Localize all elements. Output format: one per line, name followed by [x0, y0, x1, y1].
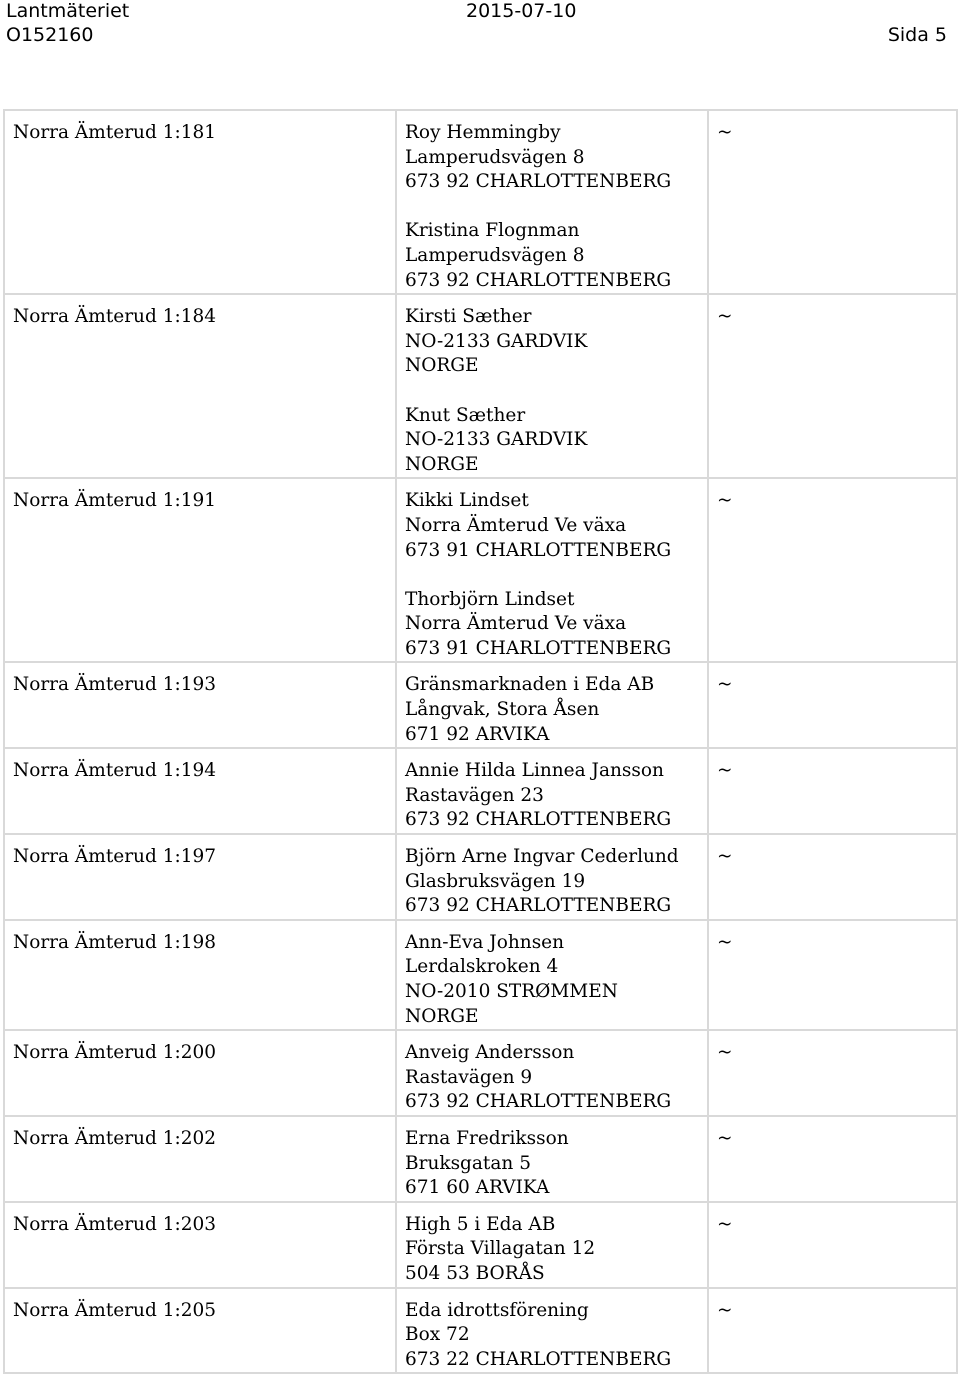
property-designation: Norra Ämterud 1:194: [4, 748, 396, 834]
table-row: [4, 294, 957, 478]
owner-address-line: 671 60 ARVIKA: [405, 1177, 550, 1199]
owner-address-line: Långvak, Stora Åsen: [405, 699, 600, 721]
table-row: [4, 834, 957, 920]
organization-name: Lantmäteriet: [6, 0, 130, 22]
owner-address-line: Rastavägen 9: [405, 1066, 533, 1088]
property-designation: Norra Ämterud 1:184: [4, 294, 396, 478]
owner-address-line: Glasbruksvägen 19: [405, 870, 586, 892]
document-id: O152160: [6, 24, 94, 46]
table-row: [4, 1202, 957, 1288]
owner-cell: [396, 748, 708, 834]
share-mark: ~: [708, 748, 957, 834]
owner-cell: [396, 1202, 708, 1288]
owner-address-block: [405, 305, 707, 379]
owner-address-line: 673 91 CHARLOTTENBERG: [405, 539, 672, 561]
owner-address-line: NO-2133 GARDVIK: [405, 330, 588, 352]
owner-address-line: Norra Ämterud Ve växa: [405, 613, 627, 635]
property-designation: Norra Ämterud 1:197: [4, 834, 396, 920]
owner-cell: [396, 920, 708, 1030]
owner-address-line: 673 92 CHARLOTTENBERG: [405, 809, 672, 831]
owner-address-line: Första Villagatan 12: [405, 1238, 596, 1260]
owner-address-block: [405, 588, 707, 662]
owner-name: Kikki Lindset: [405, 490, 529, 512]
owner-address-line: Norra Ämterud Ve växa: [405, 514, 627, 536]
table-row: [4, 110, 957, 294]
owner-address-line: 504 53 BORÅS: [405, 1262, 545, 1284]
owner-address-block: [405, 489, 707, 563]
owner-name: Thorbjörn Lindset: [405, 588, 575, 610]
share-mark: ~: [708, 1202, 957, 1288]
owner-name: Kristina Flognman: [405, 220, 580, 242]
share-mark: ~: [708, 1030, 957, 1116]
owner-address-block: [405, 845, 707, 919]
owner-address-block: [405, 1127, 707, 1201]
owner-cell: [396, 294, 708, 478]
owner-address-line: 673 92 CHARLOTTENBERG: [405, 1091, 672, 1113]
owner-name: Annie Hilda Linnea Jansson: [405, 760, 664, 782]
document-date: 2015-07-10: [466, 0, 577, 22]
owner-cell: [396, 1116, 708, 1202]
owner-name: Ann-Eva Johnsen: [405, 931, 565, 953]
owner-address-block: [405, 673, 707, 747]
owner-address-line: 673 91 CHARLOTTENBERG: [405, 637, 672, 659]
page-number: Sida 5: [887, 24, 947, 46]
property-designation: Norra Ämterud 1:203: [4, 1202, 396, 1288]
owner-address-line: 673 92 CHARLOTTENBERG: [405, 171, 672, 193]
property-designation: Norra Ämterud 1:193: [4, 662, 396, 748]
owner-name: Kirsti Sæther: [405, 306, 532, 328]
owner-cell: [396, 1030, 708, 1116]
owner-address-line: Rastavägen 23: [405, 784, 544, 806]
owner-cell: [396, 110, 708, 294]
property-designation: Norra Ämterud 1:198: [4, 920, 396, 1030]
owner-name: Björn Arne Ingvar Cederlund: [405, 846, 679, 868]
owner-name: Erna Fredriksson: [405, 1127, 569, 1149]
share-mark: ~: [708, 110, 957, 294]
table-row: [4, 1288, 957, 1374]
owner-address-block: [405, 931, 707, 1029]
property-designation: Norra Ämterud 1:191: [4, 478, 396, 662]
owner-address-block: [405, 1299, 707, 1373]
owner-name: Roy Hemmingby: [405, 122, 561, 143]
share-mark: ~: [708, 1116, 957, 1202]
share-mark: ~: [708, 478, 957, 662]
owner-address-line: NO-2010 STRØMMEN: [405, 981, 618, 1002]
owner-address-line: 673 22 CHARLOTTENBERG: [405, 1348, 672, 1370]
share-mark: ~: [708, 920, 957, 1030]
owner-address-line: Lamperudsvägen 8: [405, 146, 585, 168]
property-designation: Norra Ämterud 1:202: [4, 1116, 396, 1202]
owner-address-block: [405, 1213, 707, 1287]
owner-address-block: [405, 759, 707, 833]
owner-name: Anveig Andersson: [405, 1042, 575, 1064]
share-mark: ~: [708, 1288, 957, 1374]
owner-address-line: 673 92 CHARLOTTENBERG: [405, 269, 672, 291]
owner-address-block: [405, 404, 707, 478]
table-row: [4, 748, 957, 834]
owner-address-block: [405, 219, 707, 293]
owner-address-block: [405, 1041, 707, 1115]
owner-address-line: Lamperudsvägen 8: [405, 244, 585, 266]
owner-cell: [396, 834, 708, 920]
share-mark: ~: [708, 662, 957, 748]
owner-address-line: 673 92 CHARLOTTENBERG: [405, 895, 672, 917]
owner-address-block: [405, 121, 707, 195]
share-mark: ~: [708, 834, 957, 920]
table-row: [4, 1030, 957, 1116]
property-owner-table: [3, 109, 958, 1374]
property-designation: Norra Ämterud 1:181: [4, 110, 396, 294]
owner-cell: [396, 1288, 708, 1374]
owner-name: High 5 i Eda AB: [405, 1213, 556, 1235]
table-row: [4, 1116, 957, 1202]
property-owner-table-body: [4, 110, 957, 1373]
owner-address-line: NORGE: [405, 355, 479, 377]
owner-address-line: Bruksgatan 5: [405, 1152, 531, 1174]
owner-address-line: 671 92 ARVIKA: [405, 723, 550, 745]
owner-address-line: NO-2133 GARDVIK: [405, 429, 588, 451]
owner-name: Knut Sæther: [405, 404, 526, 426]
owner-address-line: Lerdalskroken 4: [405, 956, 559, 978]
owner-cell: [396, 478, 708, 662]
owner-address-line: Box 72: [405, 1324, 470, 1346]
owner-name: Eda idrottsförening: [405, 1299, 589, 1321]
owner-address-line: NORGE: [405, 1005, 479, 1027]
property-designation: Norra Ämterud 1:200: [4, 1030, 396, 1116]
share-mark: ~: [708, 294, 957, 478]
owner-cell: [396, 662, 708, 748]
table-row: [4, 920, 957, 1030]
table-row: [4, 478, 957, 662]
table-row: [4, 662, 957, 748]
property-designation: Norra Ämterud 1:205: [4, 1288, 396, 1374]
owner-name: Gränsmarknaden i Eda AB: [405, 674, 655, 696]
owner-address-line: NORGE: [405, 453, 479, 475]
